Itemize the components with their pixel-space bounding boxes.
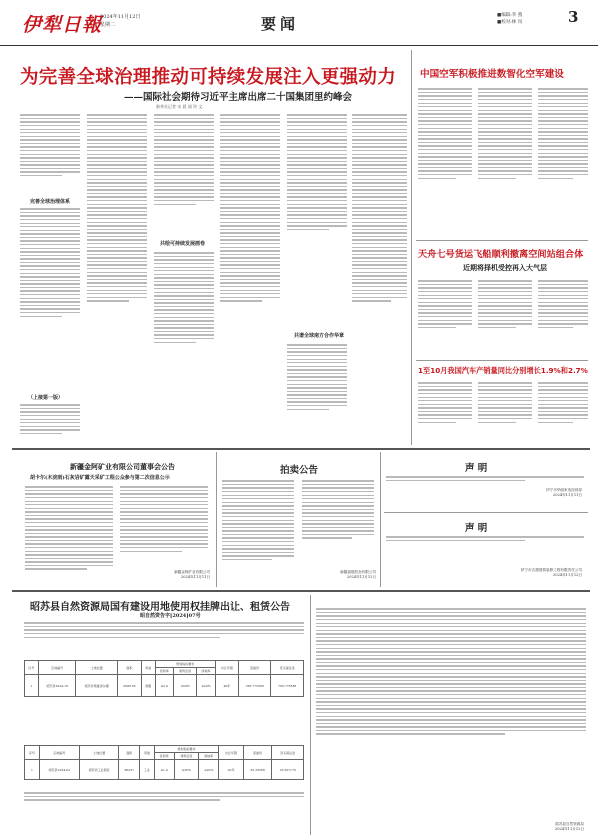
issue-date: 2024年11月12日	[100, 14, 141, 20]
ad3-body	[386, 474, 584, 483]
story1-column-2	[478, 86, 532, 181]
lead-subhead-3: 共谱全球南方合作华章	[294, 333, 345, 339]
editor-credits	[497, 12, 522, 26]
table-header-row	[25, 661, 304, 668]
story1-headline: 中国空军积极推进数智化空军建设	[420, 69, 564, 80]
story-divider	[416, 240, 588, 241]
ad4-sign-date: 2024年11月12日	[552, 573, 582, 577]
ad3-title: 声 明	[465, 463, 488, 474]
land-notice-right-body	[316, 606, 586, 737]
lead-column-3b	[154, 250, 214, 345]
th-location: 土地位置	[79, 746, 118, 760]
land-sign-date: 2024年11月12日	[554, 827, 584, 831]
th-far: 容积率	[155, 668, 173, 675]
ads-band-divider	[12, 448, 590, 450]
table-row	[25, 760, 304, 780]
ad3-signature	[470, 488, 582, 498]
ad2-body-2	[302, 478, 374, 541]
ad1-sign-date: 2024年11月11日	[180, 575, 210, 579]
story1-column-3	[538, 86, 588, 181]
ad4-signature	[440, 568, 582, 578]
th-density: 建筑密度	[174, 668, 197, 675]
column-divider	[411, 50, 412, 445]
page-number: 3	[568, 8, 579, 26]
land-notice-footer	[24, 790, 304, 803]
story3-column-3	[538, 380, 588, 425]
land-notice-signature	[500, 822, 584, 832]
ad4-sign-org: 伊宁市吉捷建筑装修工程有限责任公司	[520, 568, 582, 572]
story2-column-3	[538, 278, 588, 330]
cell: ≤50%	[174, 675, 197, 697]
cell: 82.33588	[243, 760, 271, 780]
th-start-price: 起始价	[243, 746, 271, 760]
cell: 昭苏县2024-02	[39, 760, 79, 780]
ad1-title: 新疆金阿矿业有限公司董事会公告	[70, 463, 175, 471]
lead-column-5	[287, 112, 347, 232]
th-parcel: 宗地编号	[38, 661, 76, 675]
land-notice-intro	[24, 620, 304, 640]
table-header-row	[25, 746, 304, 753]
lead-subhead-2: 共绘可持续发展画卷	[160, 241, 206, 247]
th-far: 容积率	[154, 753, 174, 760]
lead-byline: 新华社记者 宋 晨 闻 铃 文	[156, 104, 203, 109]
ad-divider-2	[380, 452, 381, 587]
lead-subhead-1: 完善全球治理体系	[30, 199, 71, 205]
land-table-2	[24, 745, 304, 780]
cell: ≤2.0	[155, 675, 173, 697]
th-green: 绿地率	[199, 753, 219, 760]
section-title: 要闻	[261, 15, 300, 33]
th-area: 面积	[119, 746, 140, 760]
cell: 20年	[219, 760, 244, 780]
lead-column-1	[20, 112, 80, 179]
ad1-signature	[140, 570, 210, 580]
th-green: 绿地率	[197, 668, 216, 675]
ad1-subtitle: 胡卡尔(木浣雨)石灰岩矿露天采矿工程公众参与第二次信息公示	[30, 475, 170, 481]
cell: ≥30%	[174, 760, 199, 780]
lead-column-1b	[20, 206, 80, 319]
land-sign-org: 昭苏县自然资源局	[555, 822, 584, 826]
bottom-band-divider	[12, 590, 590, 592]
editor-name: ■编辑:李 燕	[497, 13, 523, 18]
ad3-ad4-divider	[384, 512, 588, 513]
cell: 1	[25, 675, 39, 697]
land-table-1	[24, 660, 304, 697]
th-planning: 规划指标要求	[154, 746, 218, 753]
bottom-column-divider	[310, 595, 311, 835]
th-density: 建筑密度	[174, 753, 199, 760]
th-index: 序号	[25, 661, 39, 675]
cell: 1	[25, 760, 40, 780]
th-parcel: 宗地编号	[39, 746, 79, 760]
masthead	[0, 0, 598, 46]
th-index: 序号	[25, 746, 40, 760]
land-notice-number: 昭自然资告字[2024]07号	[140, 613, 201, 619]
cell: 工业	[140, 760, 155, 780]
ad1-sign-org: 新疆金阿矿业有限公司	[174, 570, 210, 574]
lead-headline: 为完善全球治理推动可持续发展注入更强动力	[20, 67, 397, 88]
cell: ≥1.0	[154, 760, 174, 780]
cell: 766.775588	[238, 675, 271, 697]
lead-note-title: （上接第一版）	[28, 395, 64, 401]
story2-headline: 天舟七号货运飞船顺利撤离空间站组合体	[418, 249, 584, 260]
story3-column-1	[418, 380, 472, 425]
ad1-body-1	[25, 484, 113, 572]
cell: 昭苏县工业园区	[79, 760, 118, 780]
newspaper-logo: 伊犁日報	[22, 14, 103, 36]
land-notice-title: 昭苏县自然资源局国有建设用地使用权挂牌出让、租赁公告	[30, 602, 290, 613]
proofreader-name: ■校对:林 岚	[497, 20, 523, 25]
ad2-body-1	[222, 478, 294, 562]
th-use: 用途	[141, 661, 155, 675]
lead-column-2	[87, 112, 147, 304]
cell: 2898.56	[118, 675, 142, 697]
ad2-sign-date: 2024年11月12日	[346, 575, 376, 579]
story3-column-2	[478, 380, 532, 425]
th-term: 出让年限	[215, 661, 238, 675]
cell: 商服	[141, 675, 155, 697]
cell: 766.775588	[271, 675, 304, 697]
weekday: 星期二	[100, 22, 116, 28]
cell: ≤20%	[199, 760, 219, 780]
story1-column-1	[418, 86, 472, 181]
th-planning: 规划指标要求	[155, 661, 215, 668]
story3-headline: 1至10月我国汽车产销量同比分别增长1.9%和2.7%	[418, 366, 588, 375]
table-row	[25, 675, 304, 697]
ad-divider-1	[216, 452, 217, 587]
th-use: 用途	[140, 746, 155, 760]
th-area: 面积	[118, 661, 142, 675]
cell: 昭苏县喀夏加尔镇	[76, 675, 118, 697]
ad2-signature	[300, 570, 376, 580]
th-deposit: 竞买保证金	[271, 661, 304, 675]
ad2-sign-org: 新疆福德拍卖有限公司	[340, 570, 376, 574]
th-location: 土地位置	[76, 661, 118, 675]
cell: 40年	[215, 675, 238, 697]
cell: 86237	[119, 760, 140, 780]
ad2-title: 拍卖公告	[280, 465, 319, 476]
lead-column-3	[154, 112, 214, 207]
cell: 昭苏县2024-18	[38, 675, 76, 697]
story-divider-2	[416, 360, 588, 361]
ad3-sign-org: 伊宁市华丽家电经营部	[546, 488, 582, 492]
story2-column-1	[418, 278, 472, 330]
ad4-body	[386, 534, 584, 543]
lead-column-6	[352, 112, 407, 304]
ad4-title: 声 明	[465, 523, 488, 534]
cell: 16.567176	[272, 760, 304, 780]
lead-column-5b	[287, 342, 347, 412]
lead-note-body	[20, 402, 80, 436]
th-deposit: 竞买保证金	[272, 746, 304, 760]
ad3-sign-date: 2024年11月11日	[552, 493, 582, 497]
th-start-price: 起始价	[238, 661, 271, 675]
story2-column-2	[478, 278, 532, 330]
th-term: 出让年限	[219, 746, 244, 760]
ad1-body-2	[120, 484, 208, 554]
lead-column-4	[220, 112, 280, 304]
story2-subheadline: 近期将择机受控再入大气层	[463, 263, 547, 272]
cell: ≥20%	[197, 675, 216, 697]
lead-subheadline: ——国际社会期待习近平主席出席二十国集团里约峰会	[124, 92, 353, 103]
